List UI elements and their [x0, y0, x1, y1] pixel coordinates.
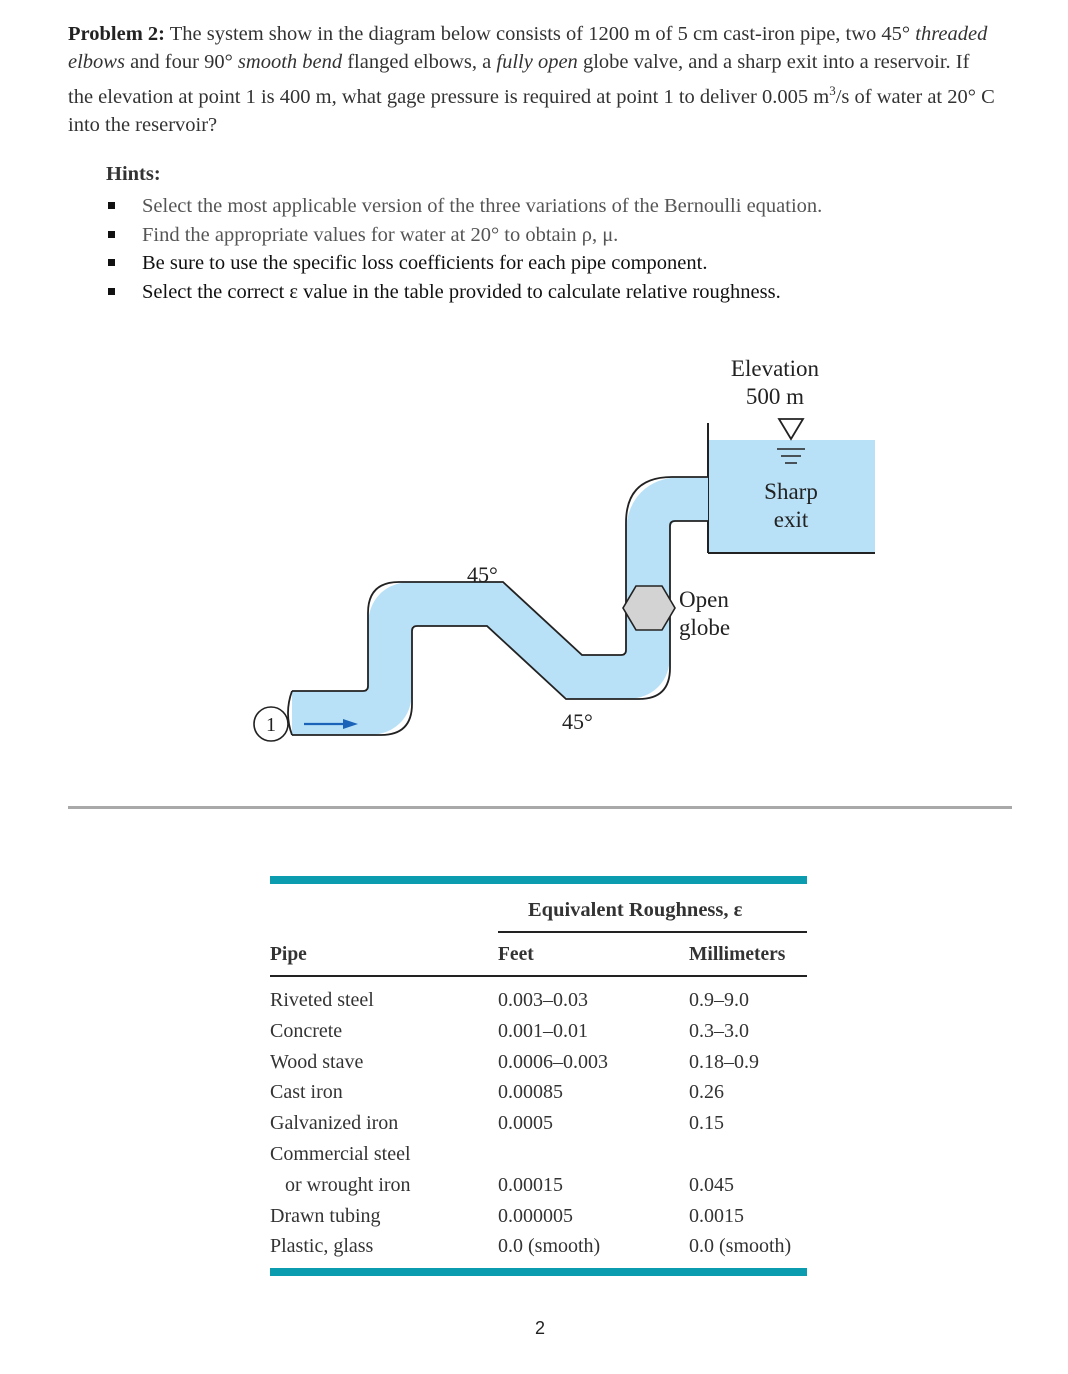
header-pipe: Pipe [270, 944, 307, 965]
cell-feet: 0.00085 [498, 1081, 563, 1104]
cell-pipe: Riveted steel [270, 989, 374, 1011]
sharp-exit-label: exit [773, 507, 809, 532]
table-row [270, 1172, 807, 1203]
cell-pipe: Plastic, glass [270, 1235, 374, 1258]
cell-mm: 0.3–3.0 [689, 1019, 749, 1042]
cell-feet: 0.001–0.01 [498, 1019, 588, 1042]
cell-mm: 0.15 [689, 1112, 724, 1135]
water-surface-icon [779, 419, 803, 439]
cell-mm: 0.9–9.0 [689, 989, 749, 1011]
sharp-exit-label: Sharp [764, 479, 818, 504]
hint-item: Be sure to use the specific loss coefficients for each pipe component. [104, 249, 822, 278]
problem-text: /s of water at 20° C into the reservoir? [68, 85, 995, 136]
table-row [270, 1233, 807, 1264]
cell-pipe: Drawn tubing [270, 1204, 381, 1227]
table-row [270, 1110, 807, 1141]
table-row [270, 1018, 807, 1049]
problem-emphasis: threaded elbows [68, 23, 988, 74]
table-row [270, 987, 807, 1018]
problem-emphasis: fully open [496, 51, 578, 74]
table-caption: Equivalent Roughness, ε [528, 899, 743, 921]
hint-item: Find the appropriate values for water at 20° to obtain ρ, μ. [104, 221, 822, 250]
table-row [270, 1049, 807, 1080]
elevation-value: 500 m [745, 384, 805, 409]
table-row [270, 1079, 807, 1110]
hints-title: Hints: [106, 163, 161, 185]
cell-mm: 0.0 (smooth) [689, 1235, 792, 1258]
hint-item: Select the correct ε value in the table provided to calculate relative roughness. [104, 278, 822, 307]
cell-pipe: Commercial steel [270, 1142, 411, 1165]
problem-text: globe valve, and a sharp exit into a reservoir. If the elevation at point 1 is 400 m, what gage pressure is required at point 1 to deliver 0.005 m [68, 51, 970, 108]
superscript: 3 [829, 82, 836, 98]
hint-item: Select the most applicable version of the three variations of the Bernoulli equation. [104, 192, 822, 221]
pipe-inlet-edge [288, 691, 292, 735]
cell-pipe: Wood stave [270, 1050, 364, 1073]
header-feet: Feet [498, 944, 534, 965]
cell-feet: 0.0005 [498, 1112, 553, 1135]
table-bottom-bar [270, 1268, 807, 1276]
cell-feet: 0.0 (smooth) [498, 1235, 601, 1258]
pipe-system-diagram [0, 330, 1068, 770]
angle-label-bottom: 45° [562, 709, 593, 734]
cell-pipe: Cast iron [270, 1081, 343, 1104]
problem-emphasis: smooth bend [237, 51, 343, 74]
point-1-label: 1 [266, 714, 276, 736]
cell-mm: 0.26 [689, 1081, 724, 1104]
problem-text: and four 90° [124, 51, 238, 74]
cell-pipe: or wrought iron [270, 1173, 411, 1196]
table-row [270, 1203, 807, 1234]
cell-feet: 0.0006–0.003 [498, 1050, 608, 1073]
cell-feet: 0.000005 [498, 1204, 573, 1227]
cell-mm: 0.18–0.9 [689, 1050, 759, 1073]
table-rule [498, 931, 807, 933]
cell-pipe: Galvanized iron [270, 1112, 399, 1135]
valve-label: Open [679, 587, 729, 612]
hints-list [104, 192, 822, 306]
section-divider [68, 806, 1012, 809]
elevation-label: Elevation [730, 356, 820, 381]
cell-feet: 0.00015 [498, 1173, 563, 1196]
page-number: 2 [535, 1318, 546, 1338]
header-mm: Millimeters [689, 944, 786, 965]
table-body [270, 987, 807, 1264]
table-top-bar [270, 876, 807, 884]
cell-mm: 0.045 [689, 1173, 734, 1196]
problem-text: The system show in the diagram below consists of 1200 m of 5 cm cast-iron pipe, two 45° [164, 23, 911, 45]
problem-label: Problem 2: [68, 23, 165, 45]
cell-pipe: Concrete [270, 1019, 343, 1042]
cell-mm: 0.0015 [689, 1204, 744, 1227]
table-row [270, 1141, 807, 1172]
problem-statement [68, 20, 998, 139]
angle-label-top: 45° [467, 562, 498, 587]
table-rule [270, 975, 807, 977]
valve-label: globe [679, 615, 731, 640]
cell-feet: 0.003–0.03 [498, 989, 588, 1011]
problem-text: flanged elbows, a [342, 51, 497, 74]
